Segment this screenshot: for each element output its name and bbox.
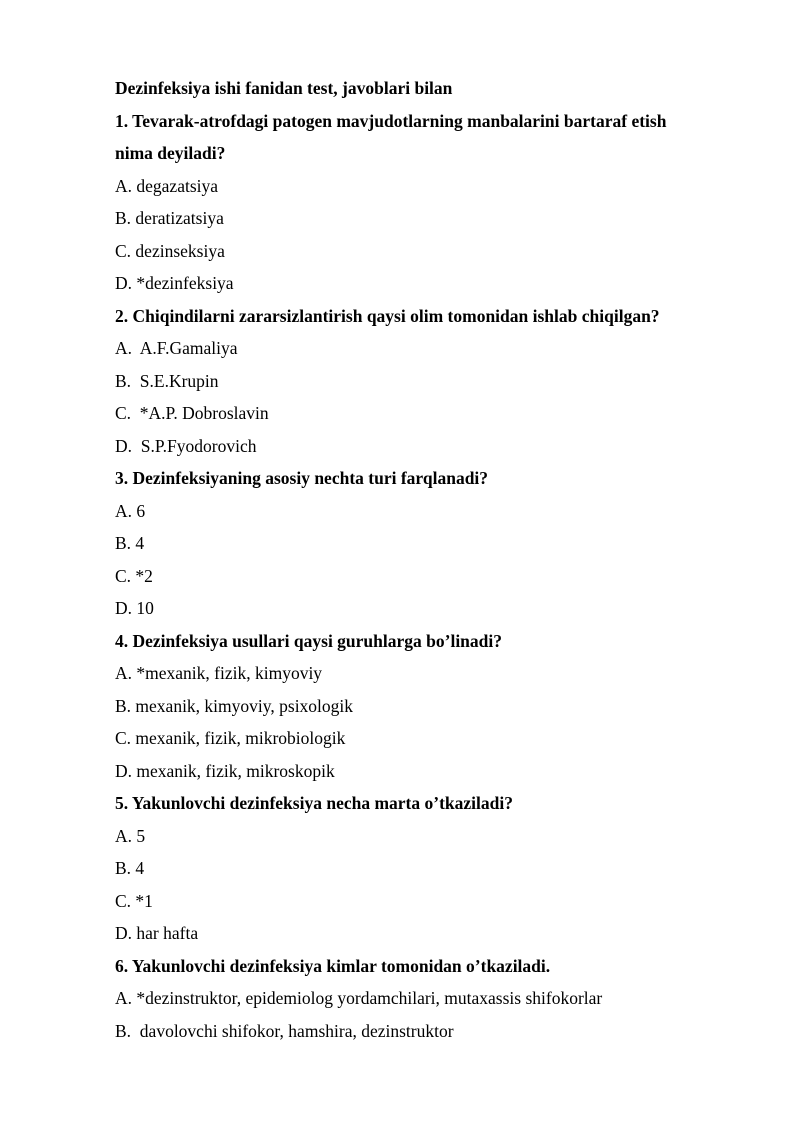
question-text: 5. Yakunlovchi dezinfeksiya necha marta o’tkaziladi? [115, 793, 513, 813]
answer-option: B. 4 [115, 858, 145, 878]
answer-option: D. mexanik, fizik, mikroskopik [115, 760, 335, 781]
question-5 [115, 787, 735, 950]
document-content [115, 72, 735, 1047]
question-3 [115, 462, 735, 625]
question-1 [115, 105, 735, 300]
answer-option: A. 5 [115, 825, 146, 846]
answer-option: A. *mexanik, fizik, kimyoviy [115, 663, 323, 683]
answer-option: C. *A.P. Dobroslavin [115, 403, 269, 423]
answer-option: D. S.P.Fyodorovich [115, 435, 257, 456]
answer-option: C. *1 [115, 890, 153, 911]
question-text: 4. Dezinfeksiya usullari qaysi guruhlarga bo’linadi? [115, 630, 503, 651]
answer-option: A. degazatsiya [115, 175, 219, 196]
answer-option: D. *dezinfeksiya [115, 273, 234, 293]
question-4 [115, 625, 735, 788]
question-text: 3. Dezinfeksiyaning asosiy nechta turi farqlanadi? [115, 468, 489, 488]
answer-option: B. mexanik, kimyoviy, psixologik [115, 695, 354, 716]
question-2 [115, 300, 735, 463]
question-text: 1. Tevarak-atrofdagi patogen mavjudotlarning manbalarini bartaraf etish [115, 110, 667, 131]
answer-option: D. 10 [115, 598, 154, 618]
answer-option: B. deratizatsiya [115, 208, 224, 228]
question-text: 6. Yakunlovchi dezinfeksiya kimlar tomonidan o’tkaziladi. [115, 955, 551, 976]
question-text: nima deyiladi? [115, 143, 226, 163]
answer-option: B. S.E.Krupin [115, 370, 219, 391]
answer-option: B. 4 [115, 533, 145, 553]
document-title: Dezinfeksiya ishi fanidan test, javoblari bilan [115, 78, 453, 98]
answer-option: C. dezinseksiya [115, 240, 225, 261]
question-text: 2. Chiqindilarni zararsizlantirish qaysi olim tomonidan ishlab chiqilgan? [115, 305, 660, 326]
answer-option: D. har hafta [115, 923, 199, 943]
answer-option: A. *dezinstruktor, epidemiolog yordamchilari, mutaxassis shifokorlar [115, 988, 603, 1008]
answer-option: C. mexanik, fizik, mikrobiologik [115, 728, 346, 748]
answer-option: A. A.F.Gamaliya [115, 338, 238, 358]
question-6 [115, 950, 735, 1048]
answer-option: A. 6 [115, 500, 146, 521]
answer-option: C. *2 [115, 565, 153, 586]
answer-option: B. davolovchi shifokor, hamshira, dezinstruktor [115, 1020, 454, 1041]
